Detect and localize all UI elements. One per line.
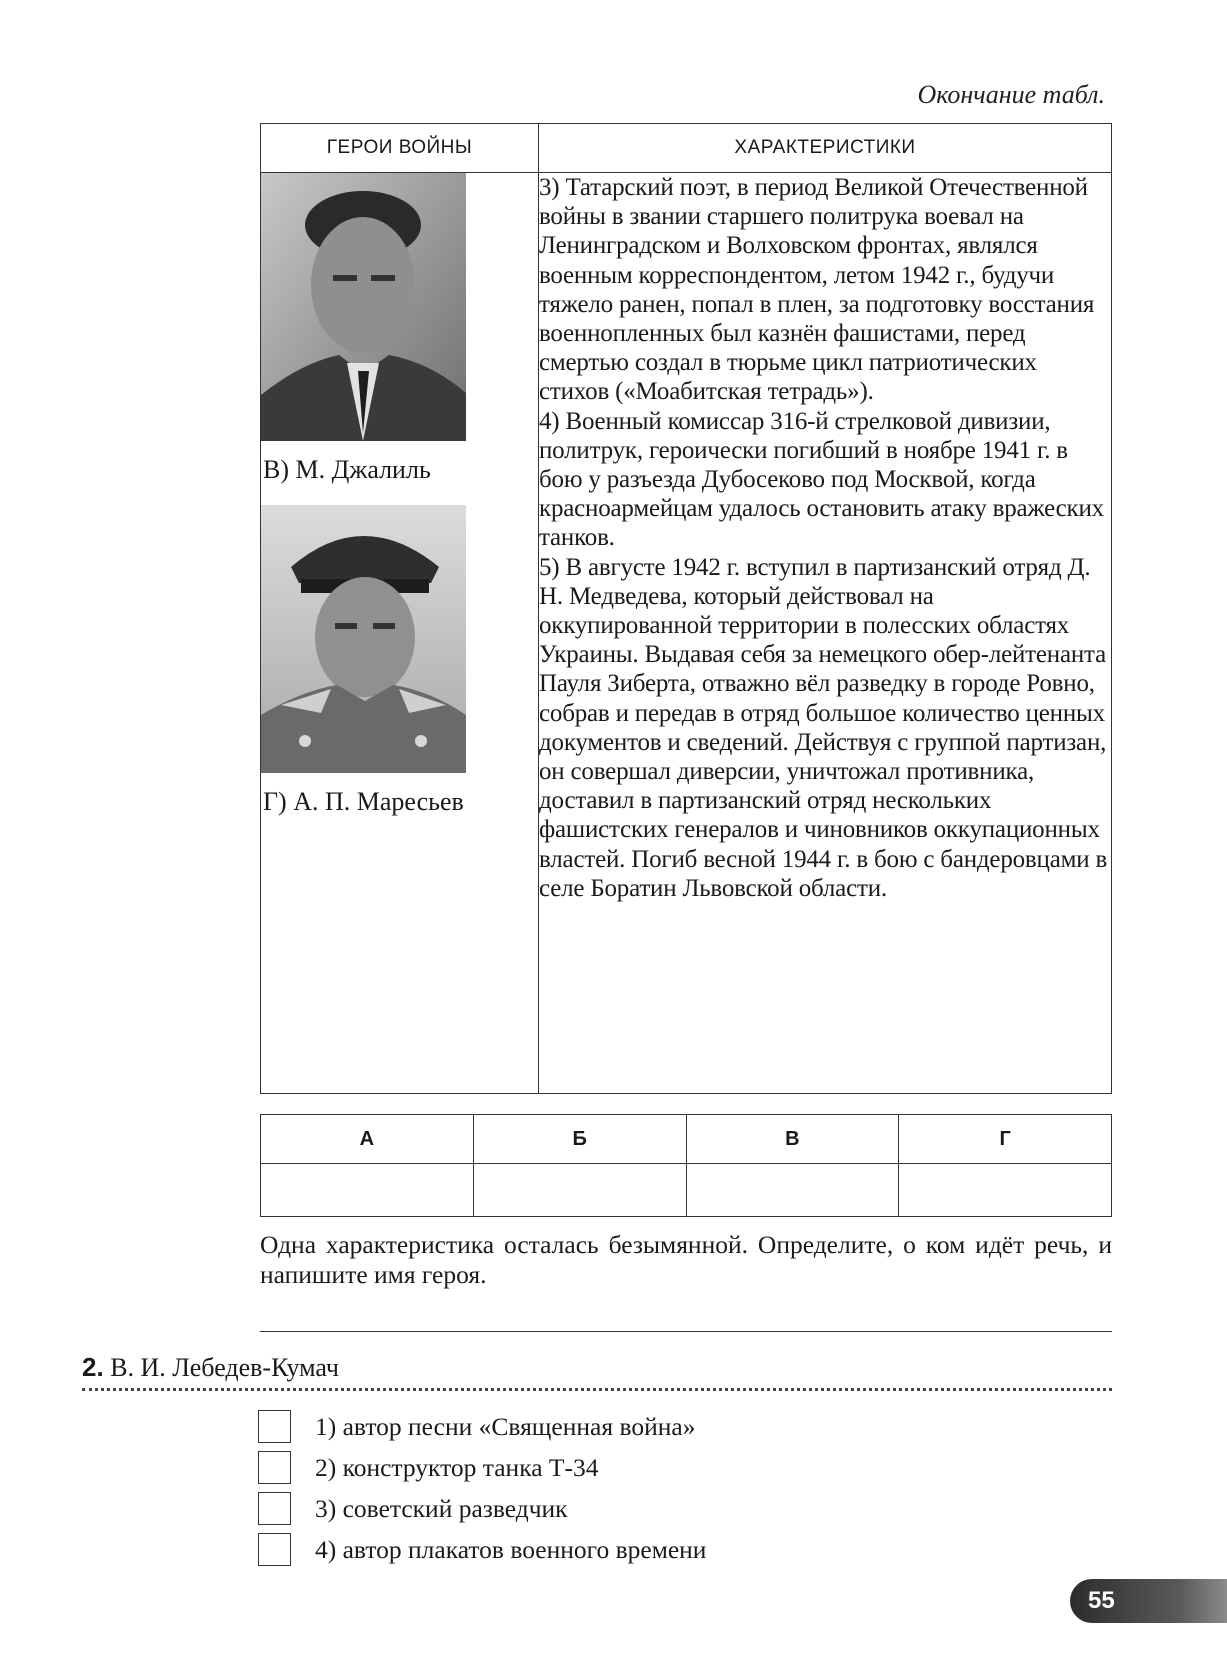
characteristic-4: 4) Военный комиссар 316-й стрелковой дивизии, политрук, героически погибший в ноябре 1941 г. в бою у разъезда Дубосеково под Москвой, когда красноармейцам удалось остановить атаку вражеских танков. [539,407,1104,552]
question-2-title [82,1352,339,1383]
answer-cell-g[interactable] [899,1164,1112,1217]
answer-cell-a[interactable] [261,1164,474,1217]
characteristics-cell [539,173,1112,1094]
heroes-table [260,123,1112,1094]
option-checkbox[interactable] [258,1410,291,1443]
answer-table [260,1114,1112,1217]
answer-header-g: Г [899,1115,1112,1164]
continuation-label: Окончание табл. [917,80,1105,109]
answer-cell-v[interactable] [686,1164,899,1217]
answer-header-b: Б [473,1115,686,1164]
heroes-cell [261,173,539,1094]
option-label: 4) автор плакатов военного времени [315,1534,707,1564]
hero-name-dzhalil: В) М. Джалиль [263,455,431,484]
question-number: 2. [82,1352,104,1382]
column-header-characteristics: ХАРАКТЕРИСТИКИ [539,124,1112,173]
answer-header-v: В [686,1115,899,1164]
option-label: 3) советский разведчик [315,1493,568,1523]
answer-write-line[interactable] [260,1331,1112,1332]
answer-header-a: А [261,1115,474,1164]
question-2-options [258,1406,706,1570]
option-4[interactable] [258,1529,706,1570]
option-checkbox[interactable] [258,1492,291,1525]
option-checkbox[interactable] [258,1451,291,1484]
option-label: 1) автор песни «Священная война» [315,1411,696,1441]
characteristic-5: 5) В августе 1942 г. вступил в партизанский отряд Д. Н. Медведева, который действовал на оккупированной территории в полесских областях Украины. Выдавая себя за немецкого обер-лейтенанта Пауля Зиберта, отважно вёл разведку в городе Ровно, собрав и передав в отряд большое количество ценных документов и сведений. Действуя с группой партизан, он совершал диверсии, уничтожал противника, доставил в партизанский отряд нескольких фашистских генералов и чиновников оккупационных властей. Погиб весной 1944 г. в бою с бандеровцами в селе Боратин Львовской области. [539,553,1108,902]
option-2[interactable] [258,1447,706,1488]
dotted-divider [82,1388,1112,1391]
question-subject: В. И. Лебедев-Кумач [110,1353,339,1382]
portrait-photo-maresyev [261,505,466,773]
answer-cell-b[interactable] [473,1164,686,1217]
portrait-photo-dzhalil [261,173,466,441]
task-note: Одна характеристика осталась безымянной. Определите, о ком идёт речь, и напишите имя героя. [260,1230,1112,1289]
option-1[interactable] [258,1406,706,1447]
option-3[interactable] [258,1488,706,1529]
option-checkbox[interactable] [258,1533,291,1566]
hero-name-maresyev: Г) А. П. Маресьев [263,787,464,816]
option-label: 2) конструктор танка Т-34 [315,1452,599,1482]
characteristic-3: 3) Татарский поэт, в период Великой Отечественной войны в звании старшего политрука воевал на Ленинградском и Волховском фронтах, являлся военным корреспондентом, летом 1942 г., будучи тяжело ранен, попал в плен, за подготовку восстания военнопленных был казнён фашистами, перед смертью создал в тюрьме цикл патриотических стихов («Моабитская тетрадь»). [539,174,1095,406]
column-header-heroes: ГЕРОИ ВОЙНЫ [261,124,539,173]
page-number-badge: 55 [1070,1579,1227,1623]
